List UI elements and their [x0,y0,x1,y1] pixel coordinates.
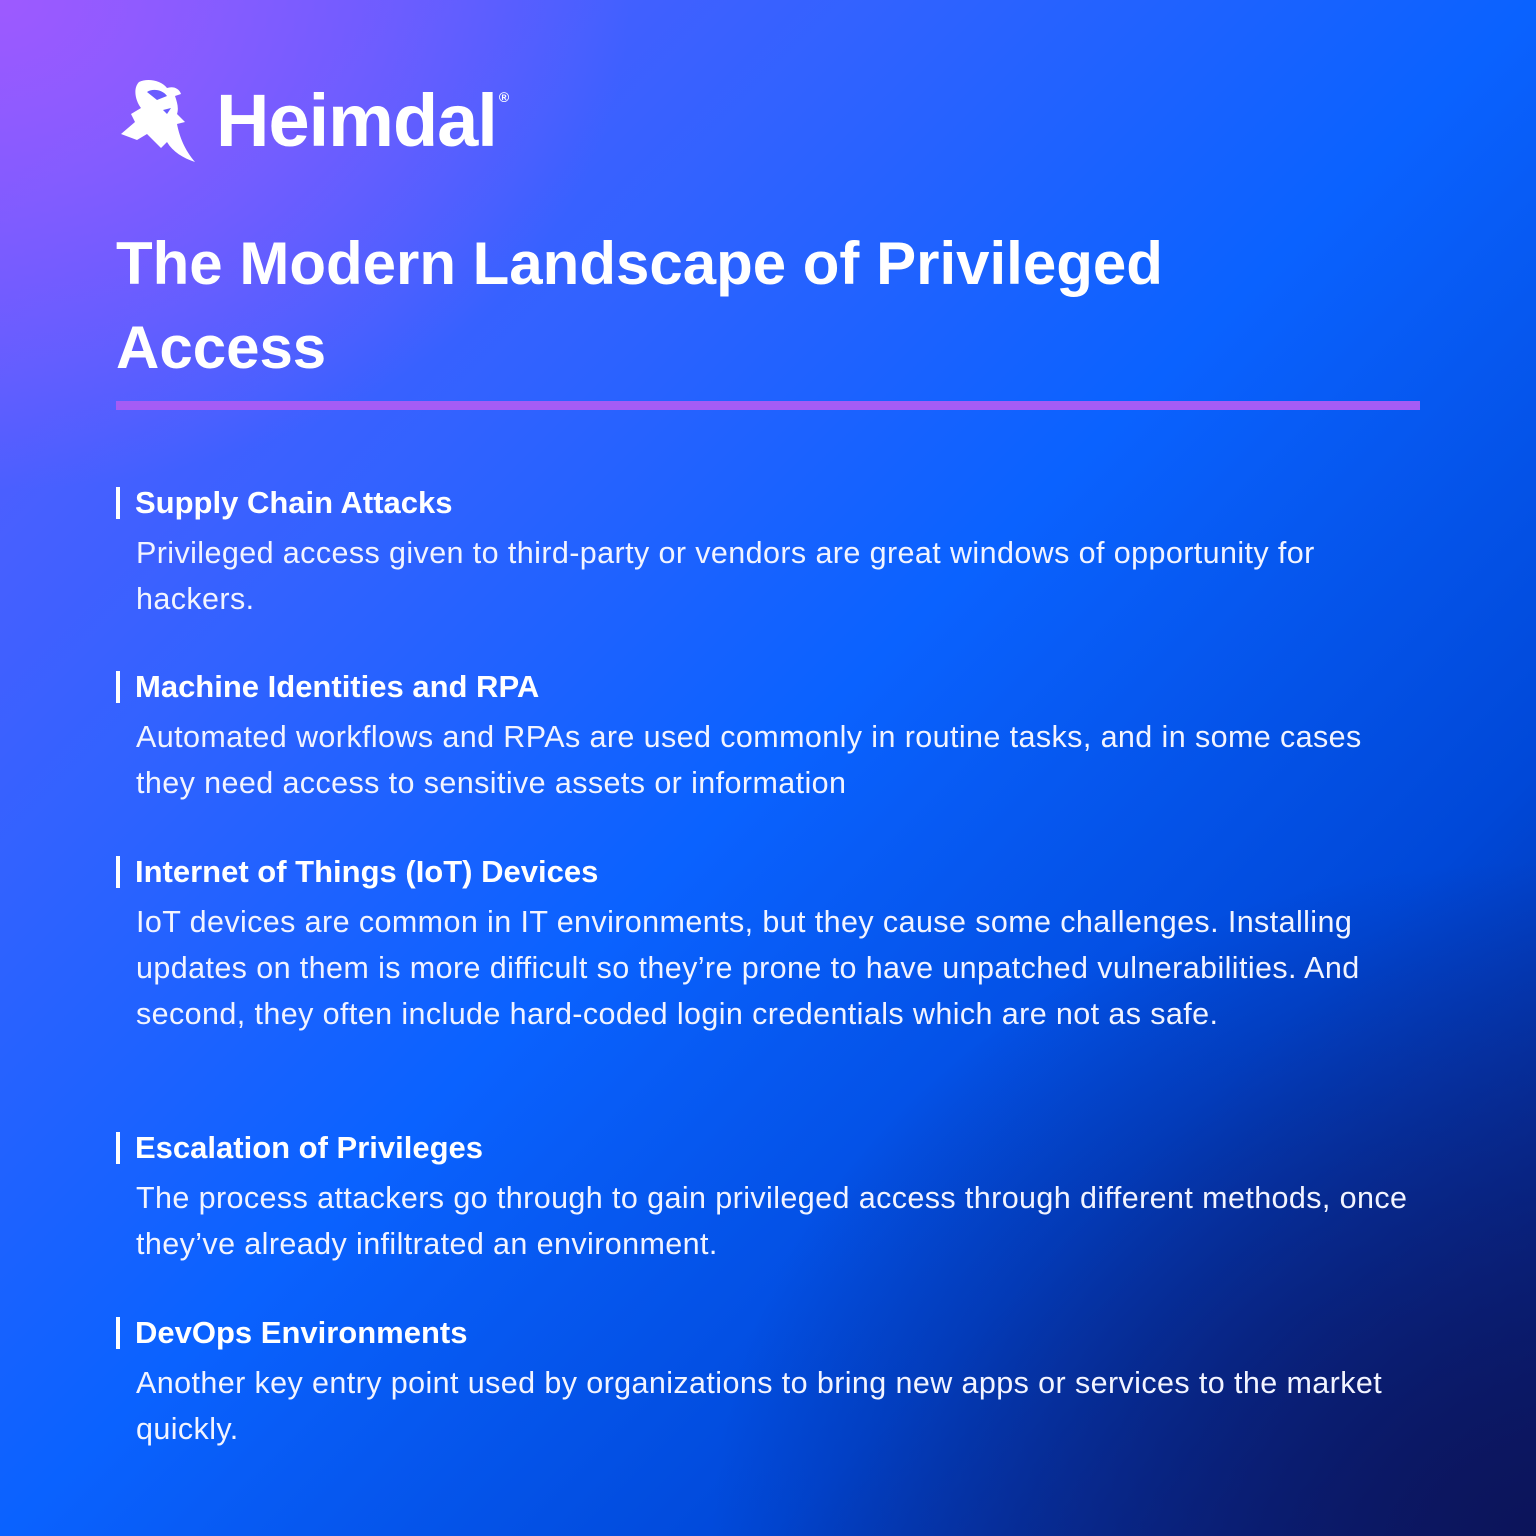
section-devops [116,1316,1426,1452]
section-body: IoT devices are common in IT environments, but they cause some challenges. Installing updates on them is more difficult so they’re prone to have unpatched vulnerabilities. And second, they often include hard-coded login credentials which are not as safe. [136,905,1360,1031]
section-heading: Escalation of Privileges [135,1130,484,1165]
brand-name: Heimdal ® [216,79,509,162]
section-body: Privileged access given to third-party or vendors are great windows of opportunity for hackers. [136,536,1315,616]
heimdal-logo [116,78,508,164]
section-body: Another key entry point used by organizations to bring new apps or services to the market quickly. [136,1366,1383,1446]
heading-bar [116,1317,120,1349]
section-supply-chain [116,486,1426,622]
section-heading: Machine Identities and RPA [135,669,540,704]
title-divider [116,401,1420,410]
section-heading: DevOps Environments [135,1315,468,1350]
heading-bar [116,487,120,519]
section-body: The process attackers go through to gain privileged access through different methods, once they’ve already infiltrated an environment. [136,1181,1408,1261]
heading-bar [116,856,120,888]
section-heading: Supply Chain Attacks [135,485,453,520]
section-escalation [116,1131,1426,1267]
heading-bar [116,671,120,703]
section-heading: Internet of Things (IoT) Devices [135,854,599,889]
viking-head-icon [116,78,198,164]
heading-bar [116,1132,120,1164]
page-title: The Modern Landscape of Privileged Access [116,230,1163,381]
section-machine-identities [116,670,1426,806]
section-iot [116,855,1426,1037]
section-body: Automated workflows and RPAs are used commonly in routine tasks, and in some cases they need access to sensitive assets or information [136,720,1362,800]
